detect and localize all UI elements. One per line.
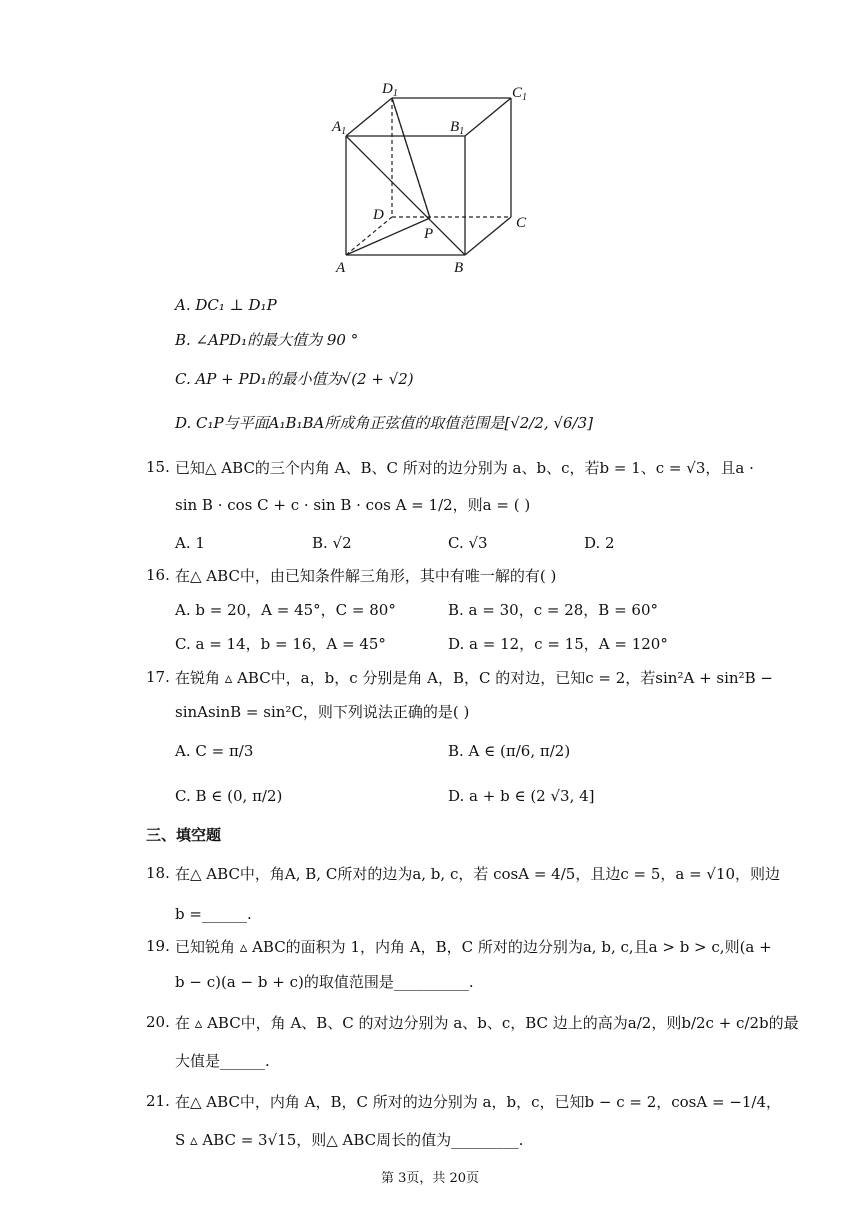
page-footer: 第 3页，共 20页 bbox=[380, 1171, 480, 1186]
q20-stem-line1: 在 ▵ ABC中，角 A、B、C 的对边分别为 a、b、c，BC 边上的高为a/2，则b/2c + c/2b的最 bbox=[175, 1014, 799, 1032]
q16-number: 16. bbox=[146, 566, 170, 584]
label-b: B bbox=[454, 260, 464, 276]
q14-option-a: A. DC₁ ⊥ D₁P bbox=[175, 296, 277, 314]
q21-stem-line2: S ▵ ABC = 3√15，则△ ABC周长的值为_________. bbox=[175, 1131, 524, 1149]
q14-option-c: C. AP + PD₁的最小值为√(2 + √2) bbox=[175, 370, 414, 388]
label-c: C bbox=[516, 215, 527, 231]
q16-option-b: B. a = 30，c = 28，B = 60° bbox=[448, 601, 659, 619]
label-c1: $C_1$ bbox=[512, 85, 528, 103]
label-a: A bbox=[336, 260, 346, 276]
q16-option-d: D. a = 12，c = 15，A = 120° bbox=[448, 635, 668, 653]
q17-stem-line2: sinAsinB = sin²C，则下列说法正确的是( ) bbox=[175, 703, 470, 721]
q19-number: 19. bbox=[146, 937, 170, 955]
q17-option-c: C. B ∈ (0, π/2) bbox=[175, 787, 283, 805]
q19-stem-line1: 已知锐角 ▵ ABC的面积为 1，内角 A，B，C 所对的边分别为a, b, c,且a > b > c,则(a + bbox=[175, 938, 772, 956]
q18-number: 18. bbox=[146, 864, 170, 882]
q20-number: 20. bbox=[146, 1013, 170, 1031]
q21-stem-line1: 在△ ABC中，内角 A，B，C 所对的边分别为 a，b，c，已知b − c = 2，cosA = −1/4， bbox=[175, 1093, 782, 1111]
q17-stem-line1: 在锐角 ▵ ABC中，a，b，c 分别是角 A，B，C 的对边，已知c = 2，若sin²A + sin²B − bbox=[175, 669, 773, 687]
segment-a1b bbox=[346, 136, 465, 255]
hidden-edge-ad bbox=[346, 217, 392, 255]
edge-a1d1 bbox=[346, 98, 392, 136]
q21-number: 21. bbox=[146, 1092, 170, 1110]
cube-figure bbox=[320, 76, 540, 281]
section-heading-fill-in: 三、填空题 bbox=[146, 826, 222, 844]
q17-option-a: A. C = π/3 bbox=[175, 742, 254, 760]
q17-option-d: D. a + b ∈ (2 √3, 4] bbox=[448, 787, 595, 805]
q16-stem: 在△ ABC中，由已知条件解三角形，其中有唯一解的有( ) bbox=[175, 567, 557, 585]
q15-number: 15. bbox=[146, 458, 170, 476]
q18-stem-line2: b =______. bbox=[175, 905, 252, 923]
label-a1: $A_1$ bbox=[332, 119, 347, 137]
label-d: D bbox=[373, 207, 384, 223]
q17-option-b: B. A ∈ (π/6, π/2) bbox=[448, 742, 571, 760]
q15-stem-line2: sin B · cos C + c · sin B · cos A = 1/2，则a = ( ) bbox=[175, 496, 531, 514]
q15-option-d: D. 2 bbox=[584, 534, 615, 552]
q18-stem-line1: 在△ ABC中，角A, B, C所对的边为a, b, c，若 cosA = 4/5，且边c = 5，a = √10，则边 bbox=[175, 865, 781, 883]
label-d1: $D_1$ bbox=[382, 81, 398, 99]
q15-option-b: B. √2 bbox=[312, 534, 352, 552]
q17-number: 17. bbox=[146, 668, 170, 686]
q14-option-d: D. C₁P与平面A₁B₁BA所成角正弦值的取值范围是[√2/2, √6/3] bbox=[175, 414, 593, 432]
q14-option-b: B. ∠APD₁的最大值为 90 ° bbox=[175, 331, 359, 349]
q19-stem-line2: b − c)(a − b + c)的取值范围是__________. bbox=[175, 973, 474, 991]
edge-bc bbox=[465, 217, 511, 255]
label-p: P bbox=[424, 226, 434, 242]
q15-stem-line1: 已知△ ABC的三个内角 A、B、C 所对的边分别为 a、b、c，若b = 1、c = √3，且a · bbox=[175, 459, 754, 477]
q16-option-c: C. a = 14，b = 16，A = 45° bbox=[175, 635, 386, 653]
q15-option-c: C. √3 bbox=[448, 534, 488, 552]
q16-option-a: A. b = 20，A = 45°，C = 80° bbox=[175, 601, 396, 619]
q15-option-a: A. 1 bbox=[175, 534, 205, 552]
label-b1: $B_1$ bbox=[450, 119, 465, 137]
segment-ap bbox=[346, 218, 430, 255]
q20-stem-line2: 大值是______. bbox=[175, 1052, 270, 1070]
edge-b1c1 bbox=[465, 98, 511, 136]
